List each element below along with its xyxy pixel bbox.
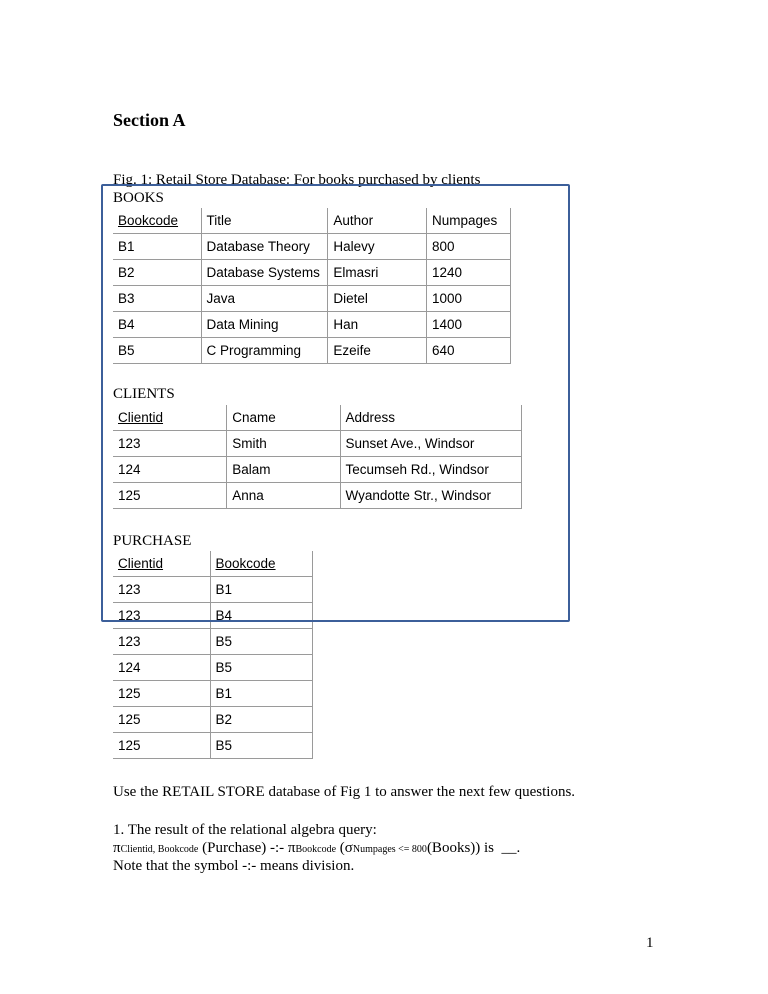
table-cell: 125: [113, 681, 210, 707]
books-header-cell: Title: [201, 208, 328, 234]
table-cell: B4: [210, 603, 313, 629]
table-cell: Ezeife: [328, 338, 427, 364]
table-cell: C Programming: [201, 338, 328, 364]
table-cell: Smith: [227, 431, 340, 457]
table-cell: 125: [113, 733, 210, 759]
books-header-cell: Numpages: [426, 208, 510, 234]
page-number: 1: [646, 935, 654, 951]
table-cell: 1400: [426, 312, 510, 338]
pi-subscript: Clientid, Bookcode: [120, 844, 199, 855]
question-1-query: [113, 840, 520, 857]
table-cell: B5: [210, 655, 313, 681]
table-cell: 1240: [426, 260, 510, 286]
pi-subscript: Bookcode: [295, 844, 337, 855]
table-cell: 1000: [426, 286, 510, 312]
table-cell: Database Theory: [201, 234, 328, 260]
purchase-header-cell: Bookcode: [210, 551, 313, 577]
table-row: [113, 707, 313, 733]
table-cell: 123: [113, 629, 210, 655]
table-cell: Halevy: [328, 234, 427, 260]
table-cell: B2: [210, 707, 313, 733]
table-cell: 124: [113, 655, 210, 681]
books-header-cell: Author: [328, 208, 427, 234]
table-row: [113, 733, 313, 759]
table-cell: Wyandotte Str., Windsor: [340, 483, 521, 509]
table-cell: Anna: [227, 483, 340, 509]
query-part: (Books)) is __.: [426, 840, 521, 856]
instruction-text: Use the RETAIL STORE database of Fig 1 to answer the next few questions.: [113, 784, 576, 800]
table-cell: Sunset Ave., Windsor: [340, 431, 521, 457]
question-1-note: Note that the symbol -:- means division.: [113, 858, 355, 874]
table-cell: 800: [426, 234, 510, 260]
table-cell: Dietel: [328, 286, 427, 312]
table-cell: 125: [113, 707, 210, 733]
table-cell: B2: [113, 260, 201, 286]
question-1-intro: 1. The result of the relational algebra query:: [113, 822, 377, 838]
books-table-label: BOOKS: [113, 190, 164, 206]
table-cell: B4: [113, 312, 201, 338]
figure-caption: Fig. 1: Retail Store Database: For books purchased by clients: [113, 172, 481, 188]
table-cell: Data Mining: [201, 312, 328, 338]
table-cell: B1: [210, 681, 313, 707]
table-cell: 123: [113, 603, 210, 629]
table-cell: B1: [113, 234, 201, 260]
clients-header-cell: Address: [340, 405, 521, 431]
clients-header-cell: Cname: [227, 405, 340, 431]
table-cell: Balam: [227, 457, 340, 483]
table-row: [113, 655, 313, 681]
table-cell: B5: [210, 733, 313, 759]
table-cell: Elmasri: [328, 260, 427, 286]
table-cell: B1: [210, 577, 313, 603]
clients-header-cell: Clientid: [113, 405, 227, 431]
pi-symbol: π: [287, 840, 296, 856]
purchase-header-cell: Clientid: [113, 551, 210, 577]
clients-table-label: CLIENTS: [113, 386, 175, 402]
section-title: Section A: [113, 110, 186, 130]
table-cell: Tecumseh Rd., Windsor: [340, 457, 521, 483]
purchase-table-label: PURCHASE: [113, 533, 192, 549]
table-cell: 123: [113, 431, 227, 457]
highlight-frame: [101, 184, 570, 622]
table-cell: 640: [426, 338, 510, 364]
table-cell: B5: [113, 338, 201, 364]
table-cell: 124: [113, 457, 227, 483]
sigma-symbol: σ: [344, 840, 353, 856]
table-cell: B3: [113, 286, 201, 312]
table-cell: Database Systems: [201, 260, 328, 286]
table-row: [113, 629, 313, 655]
sigma-subscript: Numpages <= 800: [352, 844, 427, 855]
query-part: (: [336, 840, 345, 856]
pi-symbol: π: [113, 840, 121, 856]
query-part: (Purchase) -:-: [198, 840, 288, 856]
table-cell: 123: [113, 577, 210, 603]
table-row: [113, 681, 313, 707]
table-cell: B5: [210, 629, 313, 655]
table-cell: Java: [201, 286, 328, 312]
books-header-cell: Bookcode: [113, 208, 201, 234]
table-cell: 125: [113, 483, 227, 509]
table-cell: Han: [328, 312, 427, 338]
